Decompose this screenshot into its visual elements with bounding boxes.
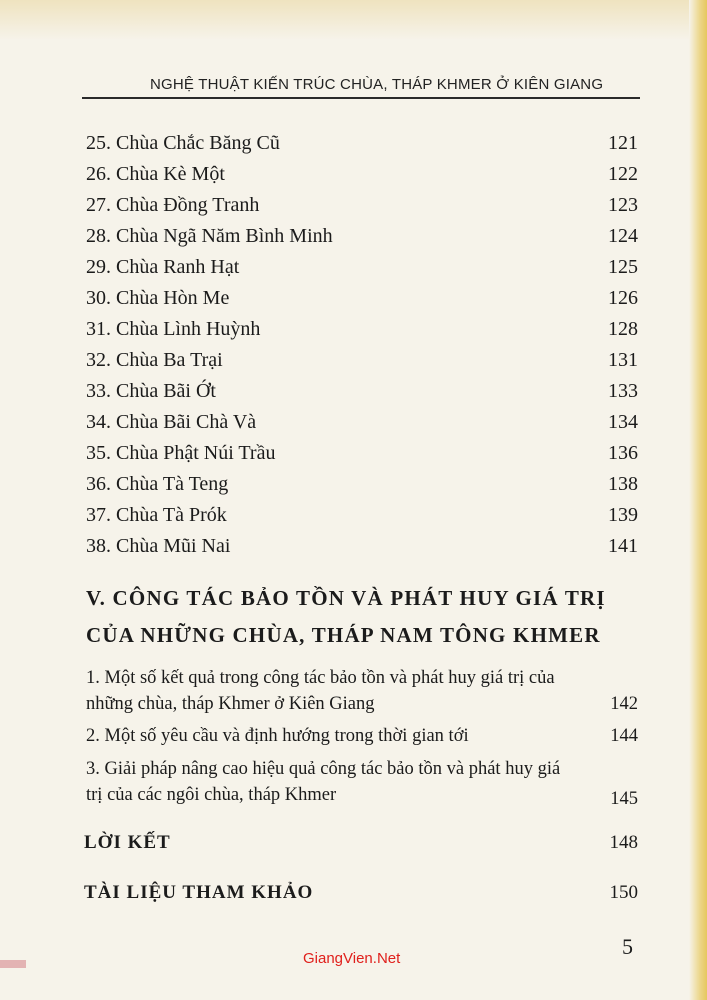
toc-entry-page: 124 xyxy=(608,225,638,247)
subsection-entry-page: 142 xyxy=(610,694,638,714)
toc-entry[interactable] xyxy=(86,223,638,249)
corner-mark xyxy=(0,960,26,968)
toc-entry-page: 128 xyxy=(608,318,638,340)
closing-entry-label: LỜI KẾT xyxy=(84,832,171,853)
section-title-line2: CỦA NHỮNG CHÙA, THÁP NAM TÔNG KHMER xyxy=(86,623,601,647)
toc-entry-label: 35. Chùa Phật Núi Trầu xyxy=(86,442,276,464)
toc-entry-label: 33. Chùa Bãi Ớt xyxy=(86,380,216,402)
toc-entry[interactable] xyxy=(86,254,638,280)
toc-entry-label: 30. Chùa Hòn Me xyxy=(86,287,230,309)
toc-entry-label: 38. Chùa Mũi Nai xyxy=(86,535,231,557)
toc-entry-page: 122 xyxy=(608,163,638,185)
page-edge-shading xyxy=(689,0,707,1000)
toc-entry[interactable] xyxy=(86,471,638,497)
subsection-entry[interactable] xyxy=(86,665,638,717)
toc-entry-page: 136 xyxy=(608,442,638,464)
toc-entry-label: 32. Chùa Ba Trại xyxy=(86,349,223,371)
subsection-entry-line: những chùa, tháp Khmer ở Kiên Giang xyxy=(86,694,375,714)
toc-entry[interactable] xyxy=(86,533,638,559)
toc-entry-page: 134 xyxy=(608,411,638,433)
closing-entry-page: 148 xyxy=(609,832,638,853)
toc-entry[interactable] xyxy=(86,130,638,156)
toc-entry-label: 28. Chùa Ngã Năm Bình Minh xyxy=(86,225,333,247)
references-entry-page: 150 xyxy=(609,882,638,903)
toc-entry-label: 27. Chùa Đồng Tranh xyxy=(86,194,260,216)
toc-entry[interactable] xyxy=(86,161,638,187)
toc-entry-page: 138 xyxy=(608,473,638,495)
toc-entry-label: 34. Chùa Bãi Chà Và xyxy=(86,411,257,433)
toc-entry[interactable] xyxy=(86,192,638,218)
toc-entry-label: 31. Chùa Lình Huỳnh xyxy=(86,318,261,340)
subsection-entry[interactable] xyxy=(86,723,638,749)
toc-entry-page: 139 xyxy=(608,504,638,526)
references-entry-label: TÀI LIỆU THAM KHẢO xyxy=(84,882,314,903)
toc-entry[interactable] xyxy=(86,378,638,404)
subsection-entry[interactable] xyxy=(86,756,638,812)
toc-entry-label: 25. Chùa Chắc Băng Cũ xyxy=(86,132,280,154)
references-entry[interactable] xyxy=(84,880,638,906)
toc-entry-page: 131 xyxy=(608,349,638,371)
toc-entry[interactable] xyxy=(86,440,638,466)
toc-entry[interactable] xyxy=(86,347,638,373)
page-number: 5 xyxy=(622,934,633,959)
page-top-shading xyxy=(0,0,707,40)
subsection-entry-line: 3. Giải pháp nâng cao hiệu quả công tác bảo tồn và phát huy giá xyxy=(86,759,561,779)
section-title-line1: V. CÔNG TÁC BẢO TỒN VÀ PHÁT HUY GIÁ TRỊ xyxy=(86,586,606,610)
toc-entry-label: 37. Chùa Tà Prók xyxy=(86,504,227,526)
subsection-entry-line: 1. Một số kết quả trong công tác bảo tồn và phát huy giá trị của xyxy=(86,668,555,688)
toc-entry[interactable] xyxy=(86,316,638,342)
toc-entry[interactable] xyxy=(86,285,638,311)
toc-entry-page: 126 xyxy=(608,287,638,309)
header-rule xyxy=(82,97,640,99)
toc-entry[interactable] xyxy=(86,409,638,435)
subsection-entry-page: 144 xyxy=(610,726,638,746)
toc-entry-page: 123 xyxy=(608,194,638,216)
subsection-entry-line: trị của các ngôi chùa, tháp Khmer xyxy=(86,785,337,805)
toc-entry-page: 141 xyxy=(608,535,638,557)
toc-entry-page: 121 xyxy=(608,132,638,154)
toc-entry-label: 36. Chùa Tà Teng xyxy=(86,473,229,495)
toc-entry-page: 125 xyxy=(608,256,638,278)
watermark: GiangVien.Net xyxy=(303,950,401,967)
running-header: NGHỆ THUẬT KIẾN TRÚC CHÙA, THÁP KHMER Ở KIÊN GIANG xyxy=(150,76,604,93)
toc-entry-page: 133 xyxy=(608,380,638,402)
closing-entry[interactable] xyxy=(84,830,638,856)
toc-entry-label: 26. Chùa Kè Một xyxy=(86,163,225,185)
subsection-entry-line: 2. Một số yêu cầu và định hướng trong thời gian tới xyxy=(86,726,469,746)
subsection-entry-page: 145 xyxy=(610,789,638,809)
toc-entry[interactable] xyxy=(86,502,638,528)
toc-entry-label: 29. Chùa Ranh Hạt xyxy=(86,256,240,278)
